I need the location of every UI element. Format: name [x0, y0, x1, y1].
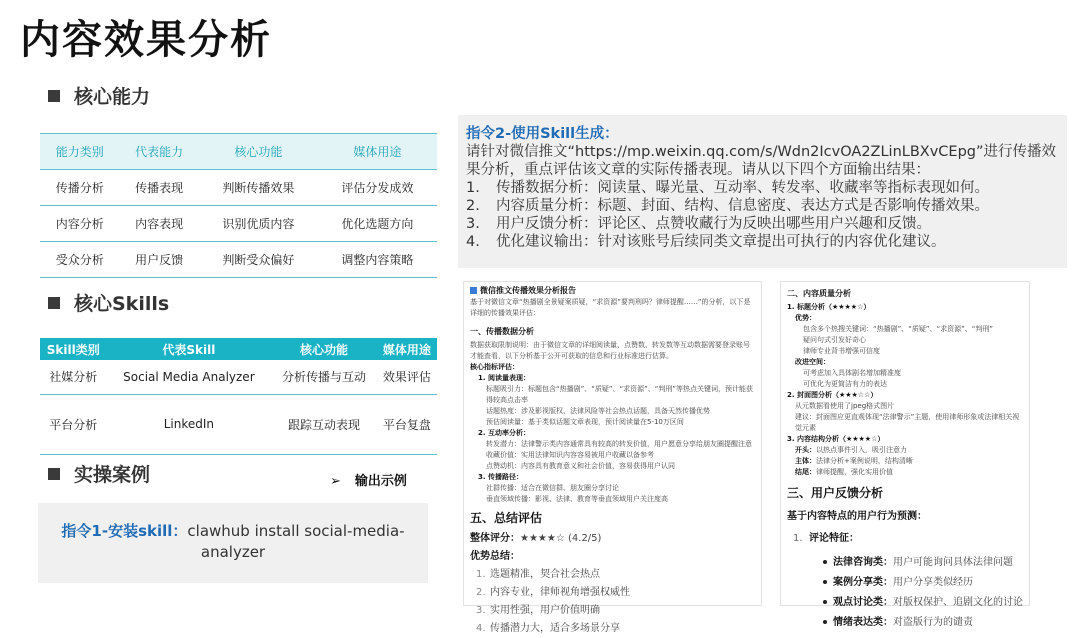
- bar-chart-icon: [470, 287, 477, 294]
- report-subheading: 基于内容特点的用户行为预测：: [787, 511, 927, 522]
- list-item: 收藏价值：实用法律知识内容容易被用户收藏以备参考: [486, 451, 654, 459]
- bullet-square-icon: [48, 297, 60, 309]
- list-item: 点赞动机：内容具有教育意义和社会价值，容易获得用户认同: [486, 462, 675, 470]
- instruction2-intro: 请针对微信推文“https://mp.weixin.qq.com/s/Wdn2IcvOA2ZLinLBXvCEpg”进行传播效果分析，重点评估该文章的实际传播表现。请从以下四个方面输出结果：: [466, 144, 1057, 178]
- bullet-dot-icon: [823, 580, 827, 584]
- report-screenshot-right: [780, 281, 1030, 628]
- list-item-text: 用户分享类似经历: [893, 577, 973, 588]
- bullet-dot-icon: [823, 620, 827, 624]
- strengths-label: 优势总结：: [470, 551, 520, 562]
- table-cell: 传播表现: [119, 170, 198, 206]
- table-header-cell: 能力类别: [40, 134, 119, 170]
- report-group: 3. 传播路径：: [478, 473, 523, 481]
- section-core-skills-title: 核心Skills: [74, 293, 170, 315]
- page-title: 内容效果分析: [20, 17, 272, 63]
- table-row: [40, 360, 437, 394]
- table-row: [40, 206, 437, 242]
- report-subheading: 2. 封面图分析（★★★☆☆）: [787, 391, 878, 399]
- section-core-skills: [48, 289, 169, 316]
- list-item: 从元数据看使用了jpeg格式图片: [795, 402, 895, 410]
- list-item-text: 对版权保护、追剧文化的讨论: [893, 597, 1023, 608]
- report-title: [470, 285, 755, 296]
- table-cell: 分析传播与互动: [271, 360, 376, 394]
- list-number: 1.: [793, 533, 803, 544]
- arrow-right-icon: ➢: [330, 474, 341, 489]
- report-group-label: 评论特征：: [809, 533, 859, 544]
- list-text: 内容质量分析：标题、封面、结构、信息密度、表达方式是否影响传播效果。: [496, 198, 989, 214]
- list-number: 1.: [476, 569, 486, 580]
- list-item: [470, 566, 755, 584]
- list-number: 4.: [466, 234, 480, 250]
- section-case: [48, 460, 150, 487]
- report-section-heading: 一、传播数据分析: [470, 327, 534, 336]
- section-core-ability: [48, 82, 150, 109]
- list-item: 建议：封面图应更直观体现“法律警示”主题，使用律师形象或法律相关视觉元素: [795, 413, 1020, 432]
- table-cell: 判断传播效果: [199, 170, 318, 206]
- report-subheading: 1. 标题分析（★★★★☆）: [787, 303, 871, 311]
- list-item-text: 法律分析+案例说明，结构清晰: [816, 457, 913, 465]
- list-item-label: 案例分享类：: [833, 577, 893, 588]
- list-item: [466, 179, 1059, 197]
- report-screenshot-left: [463, 281, 762, 634]
- bullet-dot-icon: [823, 600, 827, 604]
- list-item: [470, 584, 755, 602]
- list-item: [470, 602, 755, 620]
- skills-table: [40, 338, 437, 455]
- list-number: 3.: [476, 605, 486, 616]
- report-subheading: 核心指标评估：: [470, 363, 519, 371]
- table-row: [40, 242, 437, 278]
- list-item: 预估阅读量：基于类似话题文章表现，预计阅读量在5-10万区间: [486, 418, 684, 426]
- table-cell: 跟踪互动表现: [271, 394, 376, 454]
- list-item: 可优化为更简洁有力的表达: [803, 380, 887, 388]
- list-text: 内容专业，律师视角增强权威性: [490, 587, 630, 598]
- list-number: 2.: [466, 198, 480, 214]
- list-number: 4.: [476, 623, 486, 634]
- list-item-text: 用户可能询问具体法律问题: [893, 557, 1013, 568]
- table-cell: 判断受众偏好: [199, 242, 318, 278]
- overall-score: [470, 530, 755, 548]
- report-group: 改进空间：: [795, 358, 830, 366]
- list-item: [787, 445, 1023, 456]
- list-number: 1.: [466, 180, 480, 196]
- list-item: 疑问句式引发好奇心: [803, 336, 866, 344]
- list-item: 话题热度：涉及影视版权、法律风险等社会热点话题，具备天然传播优势: [486, 407, 710, 415]
- table-cell: 传播分析: [40, 170, 119, 206]
- table-cell: 受众分析: [40, 242, 119, 278]
- list-item: 垂直领域传播：影视、法律、教育等垂直领域用户关注度高: [486, 495, 668, 503]
- list-item: 转发潜力：法律警示类内容通常具有较高的转发价值，用户愿意分享给朋友圈提醒注意: [486, 440, 752, 448]
- table-cell: 用户反馈: [119, 242, 198, 278]
- bullet-square-icon: [48, 90, 60, 102]
- table-cell: 平台复盘: [377, 394, 437, 454]
- list-text: 传播潜力大，适合多场景分享: [490, 623, 620, 634]
- instruction2-panel: [458, 115, 1067, 268]
- list-item-text: 对盗版行为的谴责: [893, 617, 973, 628]
- list-item-label: 结尾：: [795, 468, 816, 476]
- table-header-cell: 代表Skill: [106, 338, 271, 360]
- table-cell: 平台分析: [40, 394, 106, 454]
- report-section-heading: 二、内容质量分析: [787, 289, 851, 298]
- report-subheading: 3. 内容结构分析（★★★★☆）: [787, 435, 885, 443]
- list-item: 律师专业背书增强可信度: [803, 347, 880, 355]
- list-item: [787, 573, 1023, 593]
- table-cell: 效果评估: [377, 360, 437, 394]
- output-example-text: 输出示例: [354, 474, 407, 489]
- bullet-square-icon: [48, 468, 60, 480]
- list-text: 优化建议输出：针对该账号后续同类文章提出可执行的内容优化建议。: [496, 234, 946, 250]
- table-cell: 优化选题方向: [318, 206, 437, 242]
- list-item: [787, 553, 1023, 573]
- list-item: [470, 620, 755, 638]
- list-item: [787, 467, 1023, 478]
- list-item: [787, 613, 1023, 633]
- overall-score-value: ★★★★☆ (4.2/5): [520, 533, 602, 544]
- list-item-label: 主体：: [795, 457, 816, 465]
- list-number: 2.: [476, 587, 486, 598]
- list-text: 用户反馈分析：评论区、点赞收藏行为反映出哪些用户兴趣和反馈。: [496, 216, 931, 232]
- ability-table-header: [40, 134, 437, 170]
- report-group: 优势：: [795, 314, 816, 322]
- output-example-label: [330, 470, 407, 489]
- instruction2-label: 指令2-使用Skill生成：: [466, 126, 619, 142]
- report-intro: 基于对微信文章“热播剧全景疑案质疑，“求资源”要判刑吗？律师提醒……”的分析，以下是详细的传播效果评估：: [470, 298, 751, 317]
- table-header-cell: 代表能力: [119, 134, 198, 170]
- report-group: 2. 互动率分析：: [478, 429, 530, 437]
- list-item: [466, 197, 1059, 215]
- instruction1-text: clawhub install social-media-analyzer: [187, 522, 405, 561]
- report-group: [787, 531, 1023, 547]
- table-cell: LinkedIn: [106, 394, 271, 454]
- table-cell: 内容分析: [40, 206, 119, 242]
- table-cell: 调整内容策略: [318, 242, 437, 278]
- list-item: 社群传播：适合在微信群、朋友圈分享讨论: [486, 484, 619, 492]
- report-section-heading: 五、总结评估: [470, 511, 543, 525]
- report-section-heading: 三、用户反馈分析: [787, 486, 884, 500]
- list-text: 传播数据分析：阅读量、曝光量、互动率、转发率、收藏率等指标表现如何。: [496, 180, 989, 196]
- table-header-cell: 核心功能: [271, 338, 376, 360]
- report-group: 1. 阅读量表现：: [478, 374, 530, 382]
- table-header-cell: 核心功能: [199, 134, 318, 170]
- list-item-label: 情绪表达类：: [833, 617, 893, 628]
- table-cell: 评估分发成效: [318, 170, 437, 206]
- list-item: [787, 593, 1023, 613]
- table-row: [40, 170, 437, 206]
- skills-table-header: [40, 338, 437, 360]
- instruction1-label: 指令1-安装skill：: [61, 522, 188, 540]
- table-cell: 内容表现: [119, 206, 198, 242]
- list-item-label: 开头：: [795, 446, 816, 454]
- section-core-ability-title: 核心能力: [74, 86, 151, 108]
- list-text: 实用性强，用户价值明确: [490, 605, 600, 616]
- table-header-cell: Skill类别: [40, 338, 106, 360]
- table-cell: 识别优质内容: [199, 206, 318, 242]
- report-note: 数据获取限制说明：由于微信文章的详细阅读量、点赞数、转发数等互动数据需要登录账号才能查看，以下分析基于公开可获取的信息和行业标准进行估算。: [470, 341, 750, 360]
- instruction1-panel: [38, 503, 428, 583]
- list-item: [466, 215, 1059, 233]
- list-item: 包含多个热搜关键词：“热播剧”、“质疑”、“求资源”、“判刑”: [803, 325, 994, 333]
- table-cell: Social Media Analyzer: [106, 360, 271, 394]
- list-item: [787, 456, 1023, 467]
- list-item: 可考虑加入具体剧名增加精准度: [803, 369, 901, 377]
- table-header-cell: 媒体用途: [377, 338, 437, 360]
- list-item-label: 法律咨询类：: [833, 557, 893, 568]
- list-item-text: 律师提醒，强化实用价值: [816, 468, 893, 476]
- ability-table: [40, 133, 437, 278]
- table-cell: 社媒分析: [40, 360, 106, 394]
- list-item: [466, 233, 1059, 251]
- bullet-dot-icon: [823, 560, 827, 564]
- list-item-label: 观点讨论类：: [833, 597, 893, 608]
- report-title-text: 微信推文传播效果分析报告: [480, 286, 576, 295]
- list-text: 选题精准，契合社会热点: [490, 569, 600, 580]
- table-row: [40, 394, 437, 454]
- list-number: 3.: [466, 216, 480, 232]
- list-item: 标题吸引力：标题包含“热播剧”、“质疑”、“求资源”、“判刑”等热点关键词，预计能获得较高点击率: [486, 385, 754, 404]
- overall-score-label: 整体评分：: [470, 533, 520, 544]
- section-case-title: 实操案例: [74, 464, 151, 486]
- table-header-cell: 媒体用途: [318, 134, 437, 170]
- list-item-text: 以热点事件引入，吸引注意力: [816, 446, 907, 454]
